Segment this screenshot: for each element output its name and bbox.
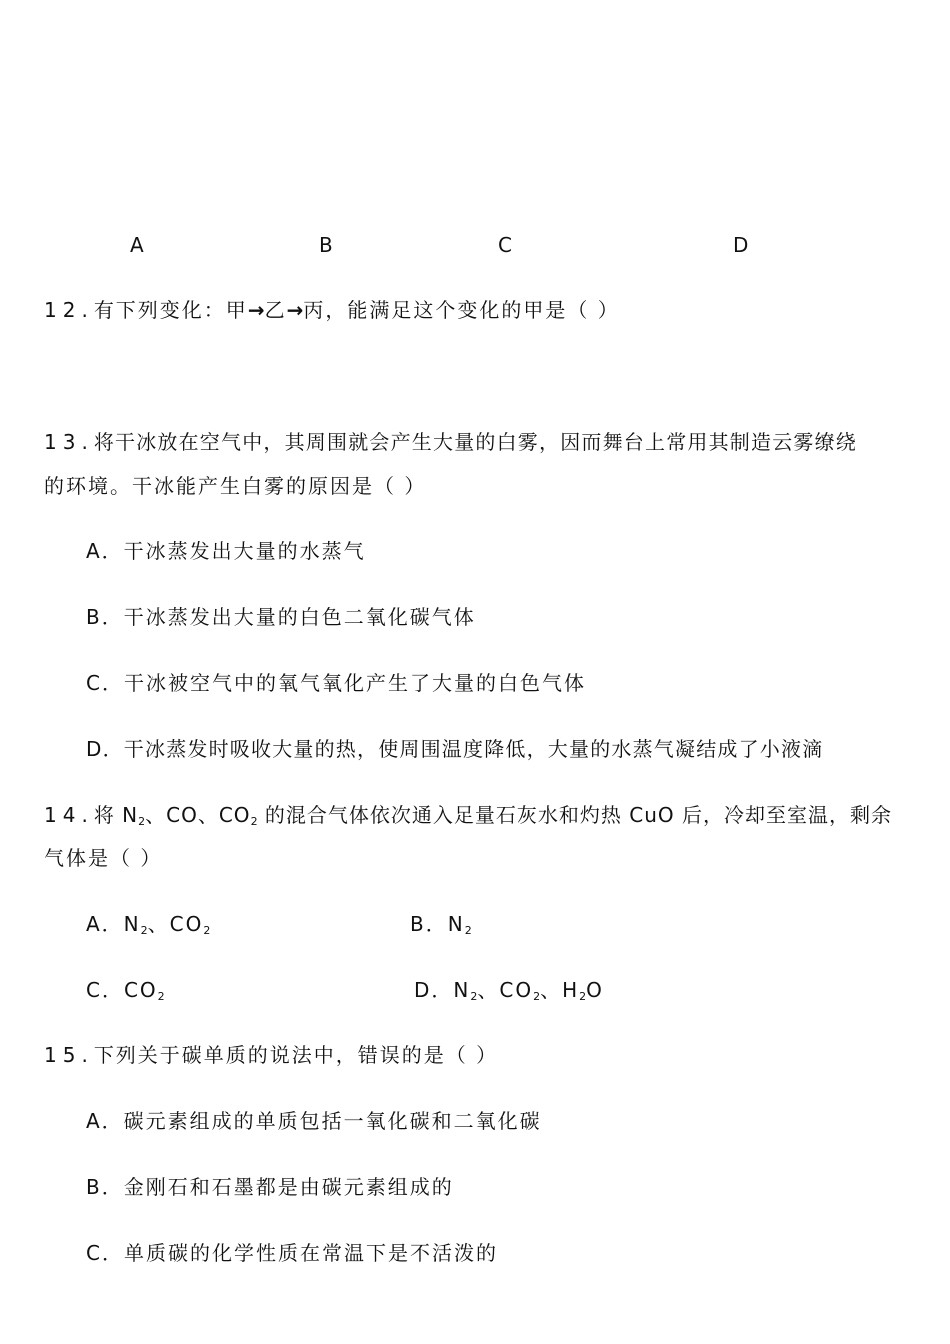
question-text: 乙 (264, 298, 287, 322)
subscript: 2 (579, 990, 587, 1003)
figure-label-d: D (733, 233, 749, 257)
figure-label-c: C (498, 233, 512, 257)
option-b (410, 912, 472, 943)
question-13-line-2: 的环境。干冰能产生白雾的原因是（ ） (44, 474, 427, 498)
subscript: 2 (140, 924, 148, 937)
option-text: 、H (540, 978, 580, 1002)
arrow-icon: → (286, 298, 304, 322)
question-number: 15. (44, 1043, 94, 1067)
question-number: 14. (44, 803, 94, 827)
subscript: 2 (138, 815, 146, 828)
question-text: 将 N (93, 803, 139, 827)
option-d: D．干冰蒸发时吸收大量的热，使周围温度降低，大量的水蒸气凝结成了小液滴 (86, 737, 824, 761)
subscript: 2 (470, 990, 478, 1003)
question-number: 12. (44, 298, 94, 322)
option-text: A．N (86, 912, 141, 936)
option-text: C．CO (86, 978, 158, 1002)
question-text: 丙，能满足这个变化的甲是（ ） (303, 298, 620, 322)
question-14 (44, 803, 892, 834)
figure-label-a: A (130, 233, 144, 257)
option-a (86, 912, 210, 943)
question-text: 的混合气体依次通入足量石灰水和灼热 CuO 后，冷却至室温，剩余 (257, 803, 893, 827)
subscript: 2 (533, 990, 541, 1003)
subscript: 2 (250, 815, 258, 828)
option-c: C．干冰被空气中的氧气氧化产生了大量的白色气体 (86, 671, 586, 695)
option-a: A．碳元素组成的单质包括一氧化碳和二氧化碳 (86, 1109, 542, 1133)
question-14-line-2: 气体是（ ） (44, 846, 163, 870)
question-13 (44, 430, 857, 454)
subscript: 2 (464, 924, 472, 937)
option-text: D．N (414, 978, 471, 1002)
option-c (86, 978, 165, 1009)
arrow-icon: → (247, 298, 265, 322)
option-a: A．干冰蒸发出大量的水蒸气 (86, 539, 366, 563)
question-12 (44, 298, 620, 322)
question-text: 下列关于碳单质的说法中，错误的是（ ） (93, 1043, 499, 1067)
option-d (414, 978, 604, 1009)
subscript: 2 (157, 990, 165, 1003)
question-number: 13. (44, 430, 94, 454)
option-text: O (586, 978, 604, 1002)
question-15 (44, 1043, 498, 1067)
question-text: 将干冰放在空气中，其周围就会产生大量的白雾，因而舞台上常用其制造云雾缭绕 (93, 430, 858, 454)
option-b: B．金刚石和石墨都是由碳元素组成的 (86, 1175, 454, 1199)
figure-label-b: B (319, 233, 333, 257)
option-text: 、CO (477, 978, 534, 1002)
option-b: B．干冰蒸发出大量的白色二氧化碳气体 (86, 605, 476, 629)
question-text: 有下列变化：甲 (93, 298, 248, 322)
option-text: 、CO (147, 912, 204, 936)
option-text: B．N (410, 912, 465, 936)
subscript: 2 (203, 924, 211, 937)
question-text: 、CO、CO (145, 803, 251, 827)
option-c: C．单质碳的化学性质在常温下是不活泼的 (86, 1241, 498, 1265)
